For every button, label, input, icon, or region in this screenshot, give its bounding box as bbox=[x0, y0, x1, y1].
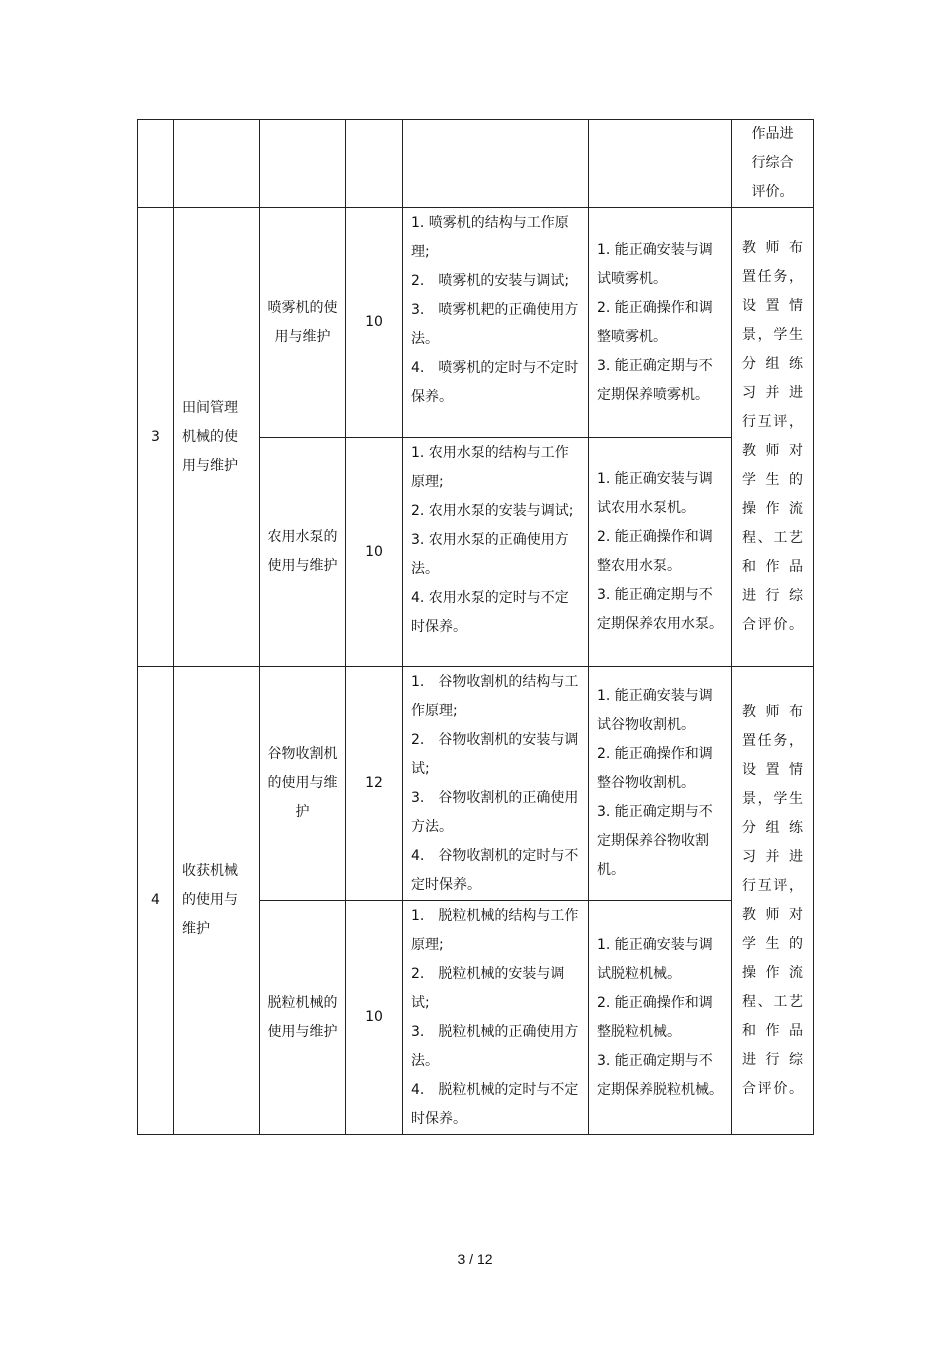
list-item: 1. 能正确安装与调试谷物收割机。 bbox=[597, 688, 713, 733]
empty-cell bbox=[403, 120, 589, 208]
method-line: 学 生 的 bbox=[742, 935, 803, 952]
content-list bbox=[403, 901, 589, 1135]
content-list bbox=[403, 438, 589, 667]
empty-cell bbox=[346, 120, 403, 208]
list-item: 2. 喷雾机的安装与调试; bbox=[411, 273, 570, 289]
method-line: 和 作 品 bbox=[742, 1022, 803, 1039]
list-item: 3. 能正确定期与不定期保养喷雾机。 bbox=[597, 357, 713, 403]
content-list bbox=[403, 208, 589, 438]
topic-hours: 12 bbox=[346, 667, 403, 901]
skill-list bbox=[589, 438, 732, 667]
list-item: 2. 谷物收割机的安装与调试; bbox=[411, 732, 579, 777]
method-line: 习 并 进 bbox=[742, 848, 803, 865]
topic-name: 喷雾机的使用与维护 bbox=[260, 208, 346, 438]
page-number: 3 / 12 bbox=[457, 1251, 493, 1267]
empty-cell bbox=[174, 120, 260, 208]
method-line: 评价。 bbox=[751, 184, 794, 200]
list-item: 3. 脱粒机械的正确使用方法。 bbox=[411, 1024, 579, 1069]
list-item: 3. 农用水泵的正确使用方法。 bbox=[411, 532, 569, 577]
method-line: 设 置 情 bbox=[742, 298, 803, 314]
skill-list bbox=[589, 208, 732, 438]
method-line: 分 组 练 bbox=[742, 356, 803, 372]
method-line: 设 置 情 bbox=[742, 761, 803, 778]
continuation-row bbox=[138, 120, 814, 208]
topic-name: 脱粒机械的使用与维护 bbox=[260, 901, 346, 1135]
list-item: 4. 谷物收割机的定时与不定时保养。 bbox=[411, 848, 579, 893]
list-item: 4. 农用水泵的定时与不定时保养。 bbox=[411, 590, 569, 635]
method-line: 景，学生 bbox=[742, 790, 803, 807]
list-item: 2. 农用水泵的安装与调试; bbox=[411, 503, 574, 519]
list-item: 3. 喷雾机耙的正确使用方法。 bbox=[411, 302, 579, 347]
list-item: 1. 能正确安装与调试农用水泵机。 bbox=[597, 471, 713, 516]
list-item: 1. 谷物收割机的结构与工作原理; bbox=[411, 674, 579, 719]
empty-cell bbox=[589, 120, 732, 208]
list-item: 4. 喷雾机的定时与不定时保养。 bbox=[411, 360, 579, 405]
method-line: 教 师 对 bbox=[742, 443, 803, 459]
method-line: 行互评， bbox=[742, 414, 803, 430]
method-line: 进 行 综 bbox=[742, 1051, 803, 1068]
section-category: 田间管理机械的使用与维护 bbox=[174, 208, 260, 667]
skill-list bbox=[589, 667, 732, 901]
method-line: 分 组 练 bbox=[742, 819, 803, 836]
list-item: 1. 脱粒机械的结构与工作原理; bbox=[411, 908, 579, 953]
method-line: 置任务， bbox=[742, 732, 803, 749]
table-row bbox=[138, 667, 814, 901]
list-item: 1. 农用水泵的结构与工作原理; bbox=[411, 445, 569, 490]
list-item: 2. 能正确操作和调整谷物收割机。 bbox=[597, 746, 713, 791]
list-item: 1. 能正确安装与调试脱粒机械。 bbox=[597, 936, 713, 982]
method-line: 程、工艺 bbox=[742, 993, 803, 1010]
list-item: 1. 喷雾机的结构与工作原理; bbox=[411, 215, 569, 260]
empty-cell bbox=[138, 120, 174, 208]
curriculum-table bbox=[137, 119, 814, 1135]
list-item: 2. 能正确操作和调整脱粒机械。 bbox=[597, 994, 713, 1040]
topic-hours: 10 bbox=[346, 438, 403, 667]
method-line: 操 作 流 bbox=[742, 964, 803, 981]
section-number: 4 bbox=[138, 667, 174, 1135]
topic-hours: 10 bbox=[346, 208, 403, 438]
method-line: 程、工艺 bbox=[742, 530, 803, 546]
list-item: 2. 能正确操作和调整喷雾机。 bbox=[597, 299, 713, 345]
teaching-method-cell bbox=[732, 120, 814, 208]
section-category: 收获机械的使用与维护 bbox=[174, 667, 260, 1135]
method-line: 行互评， bbox=[742, 877, 803, 894]
section-number: 3 bbox=[138, 208, 174, 667]
method-line: 教 师 布 bbox=[742, 240, 803, 256]
list-item: 4. 脱粒机械的定时与不定时保养。 bbox=[411, 1082, 579, 1127]
method-line: 习 并 进 bbox=[742, 385, 803, 401]
method-line: 置任务， bbox=[742, 269, 803, 285]
empty-cell bbox=[260, 120, 346, 208]
topic-hours: 10 bbox=[346, 901, 403, 1135]
method-line: 学 生 的 bbox=[742, 472, 803, 488]
list-item: 1. 能正确安装与调试喷雾机。 bbox=[597, 241, 713, 287]
method-line: 作品进 bbox=[751, 126, 794, 142]
list-item: 3. 能正确定期与不定期保养脱粒机械。 bbox=[597, 1052, 723, 1098]
list-item: 3. 谷物收割机的正确使用方法。 bbox=[411, 790, 579, 835]
topic-name: 农用水泵的使用与维护 bbox=[260, 438, 346, 667]
list-item: 3. 能正确定期与不定期保养农用水泵。 bbox=[597, 587, 723, 632]
teaching-method-cell bbox=[732, 208, 814, 667]
method-line: 进 行 综 bbox=[742, 588, 803, 604]
method-line: 行综合 bbox=[751, 155, 794, 171]
method-line: 合评价。 bbox=[742, 617, 803, 633]
method-line: 教 师 对 bbox=[742, 906, 803, 923]
list-item: 2. 能正确操作和调整农用水泵。 bbox=[597, 529, 713, 574]
method-line: 操 作 流 bbox=[742, 501, 803, 517]
method-line: 合评价。 bbox=[742, 1080, 803, 1097]
list-item: 2. 脱粒机械的安装与调试; bbox=[411, 966, 565, 1011]
table-row bbox=[138, 208, 814, 438]
method-line: 教 师 布 bbox=[742, 703, 803, 720]
content-list bbox=[403, 667, 589, 901]
method-line: 和 作 品 bbox=[742, 559, 803, 575]
skill-list bbox=[589, 901, 732, 1135]
list-item: 3. 能正确定期与不定期保养谷物收割机。 bbox=[597, 804, 713, 878]
method-line: 景，学生 bbox=[742, 327, 803, 343]
teaching-method-cell bbox=[732, 667, 814, 1135]
topic-name: 谷物收割机的使用与维护 bbox=[260, 667, 346, 901]
